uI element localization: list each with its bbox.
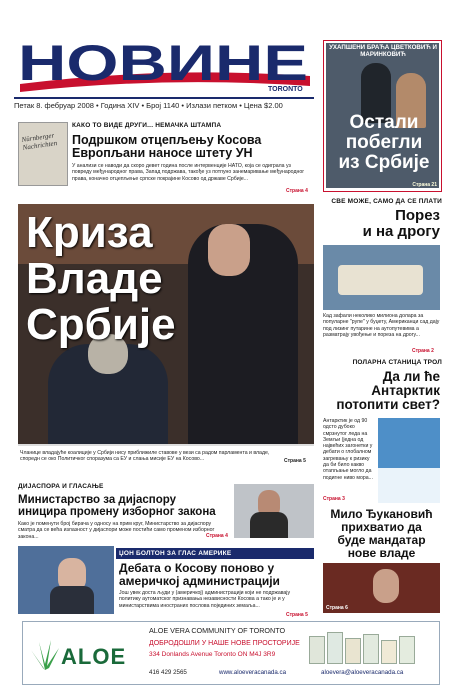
teaser-headline-2: побегли [345, 131, 423, 153]
side1-headline-2: и на дрогу [362, 222, 440, 240]
teaser-headline-3: из Србије [338, 151, 430, 173]
story1-kicker: КАКО ТО ВИДЕ ДРУГИ... НЕМАЧКА ШТАМПА [72, 122, 222, 129]
ad-products-image [305, 628, 433, 664]
side2-headline-2: Антарктик [371, 383, 440, 399]
side1-page: Страна 2 [412, 348, 434, 354]
side2-headline-3: потопити свет? [336, 397, 440, 413]
ad-phone: 416 429 2565 [149, 669, 187, 676]
side1-headline-1: Порез [395, 207, 440, 224]
side2-photo [378, 418, 440, 503]
teaser-kicker: УХАПШЕНИ БРАЋА ЦВЕТКОВИЋ И МАРИНКОВИЋ [329, 44, 437, 58]
lead-headline-2: Владе [26, 254, 163, 303]
side3-headline-4: нове владе [347, 546, 416, 560]
ad-line-2: ДОБРОДОШЛИ У НАШЕ НОВЕ ПРОСТОРИЈЕ [149, 640, 300, 647]
ad-line-3: 334 Donlands Avenue Toronto ON M4J 3R9 [149, 651, 276, 658]
teaser-page: Страна 21 [412, 182, 437, 188]
story2-headline-1: Министарство за дијаспору [18, 494, 177, 506]
masthead-info: Петак 8. фебруар 2008 • Година XIV • Број 1140 • Излази петком • Цена $2.00 [14, 101, 283, 110]
story1-photo-text: Nürnberger Nachrichten [21, 131, 58, 152]
story2-page: Страна 4 [206, 533, 228, 539]
story1-body: У анализи се наводи да скоро девет година после интервенције НАТО, која се одиграла уз повреду међународног права, Запад подржава, такође уз потпуно занемаривање међународног права, коначно отцепљење српске покрајине Косово од државе Србије... [72, 163, 305, 182]
ad-web[interactable]: www.aloeveracanada.ca [219, 669, 287, 676]
aloe-ad[interactable] [22, 621, 440, 685]
story3-photo [18, 546, 114, 614]
story3-headline-2: америчкој администрацији [119, 573, 280, 588]
aloe-leaf-icon [29, 636, 61, 670]
story2-kicker: ДИЈАСПОРА И ГЛАСАЊЕ [18, 483, 104, 490]
story3-body: Још увек доста људи у (америчкој) администрацији који не подржавају политику аутоматског признавања независности Косова а тако је и у министарствима иностраних послова појединих земаља... [119, 590, 291, 609]
side2-headline-1: Да ли ће [382, 369, 440, 384]
story2-body: Како је поменути број бирача у односу на прим круг, Министарство за дијаспору сматра да се већа излазност у дијаспори може постићи само променом изборног закона... [18, 521, 215, 540]
side3-headline-1: Мило Ђукановић [330, 507, 433, 521]
lead-headline-3: Србије [26, 300, 176, 349]
side3-headline-3: буде мандатар [337, 533, 426, 547]
side2-kicker: ПОЛАРНА СТАНИЦА ТРОЛ [352, 359, 442, 366]
lead-caption: Чланице владајуће коалиције у Србији нису приближиле ставове у вези са радом парламента и владе, споредн се око Политичког споразума са ЕУ и слања мисије ЕУ на Косово... [20, 450, 270, 463]
side1-kicker: СВЕ МОЖЕ, САМО ДА СЕ ПЛАТИ [331, 198, 442, 205]
story1-page: Страна 4 [286, 188, 308, 194]
side3-headline-2: прихватио да [341, 520, 422, 534]
story3-headline-1: Дебата о Косову поново у [119, 561, 275, 575]
masthead-title: НОВИНЕ [18, 36, 308, 91]
side1-body: Кад зафали неколико милиона долара за популарне "рупе" у буџету, Американци сад дају под лизинг путарине на аутопутевима а разматрају увођење и пореза на дрогу... [323, 313, 440, 338]
side3-page: Страна 6 [326, 605, 348, 611]
story3-page: Страна 5 [286, 612, 308, 618]
lead-headline-1: Криза [26, 208, 153, 257]
ad-line-1: ALOE VERA COMMUNITY OF TORONTO [149, 626, 286, 635]
ad-email[interactable]: aloevera@aloeveracanada.ca [321, 669, 404, 676]
lead-page: Страна 5 [284, 458, 306, 464]
teaser-box [323, 40, 442, 192]
aloe-brand: ALOE [61, 644, 127, 669]
teaser-headline-1: Остали [349, 112, 419, 133]
story1-headline: Подршком отцепљењу Косова Европљани наносе штету УН [72, 133, 262, 161]
story2-headline-2: иницира промену изборног закона [18, 506, 216, 519]
story3-kicker: ЏОН БОЛТОН ЗА ГЛАС АМЕРИКЕ [119, 550, 232, 557]
masthead-city: TORONTO [268, 86, 303, 93]
side2-page: Страна 3 [323, 496, 345, 502]
side2-body: Антарктик је од 90 одсто дубоко смрзнутог леда на Земљи (једна од највећих загонетки у дебати о глобалном загревању к ризику да би било какво отапљање могло да подигне ниво мора... [323, 418, 373, 481]
story1-photo [18, 122, 68, 186]
story2-photo [234, 484, 314, 538]
masthead-rule [14, 97, 314, 99]
side1-photo [323, 245, 440, 310]
